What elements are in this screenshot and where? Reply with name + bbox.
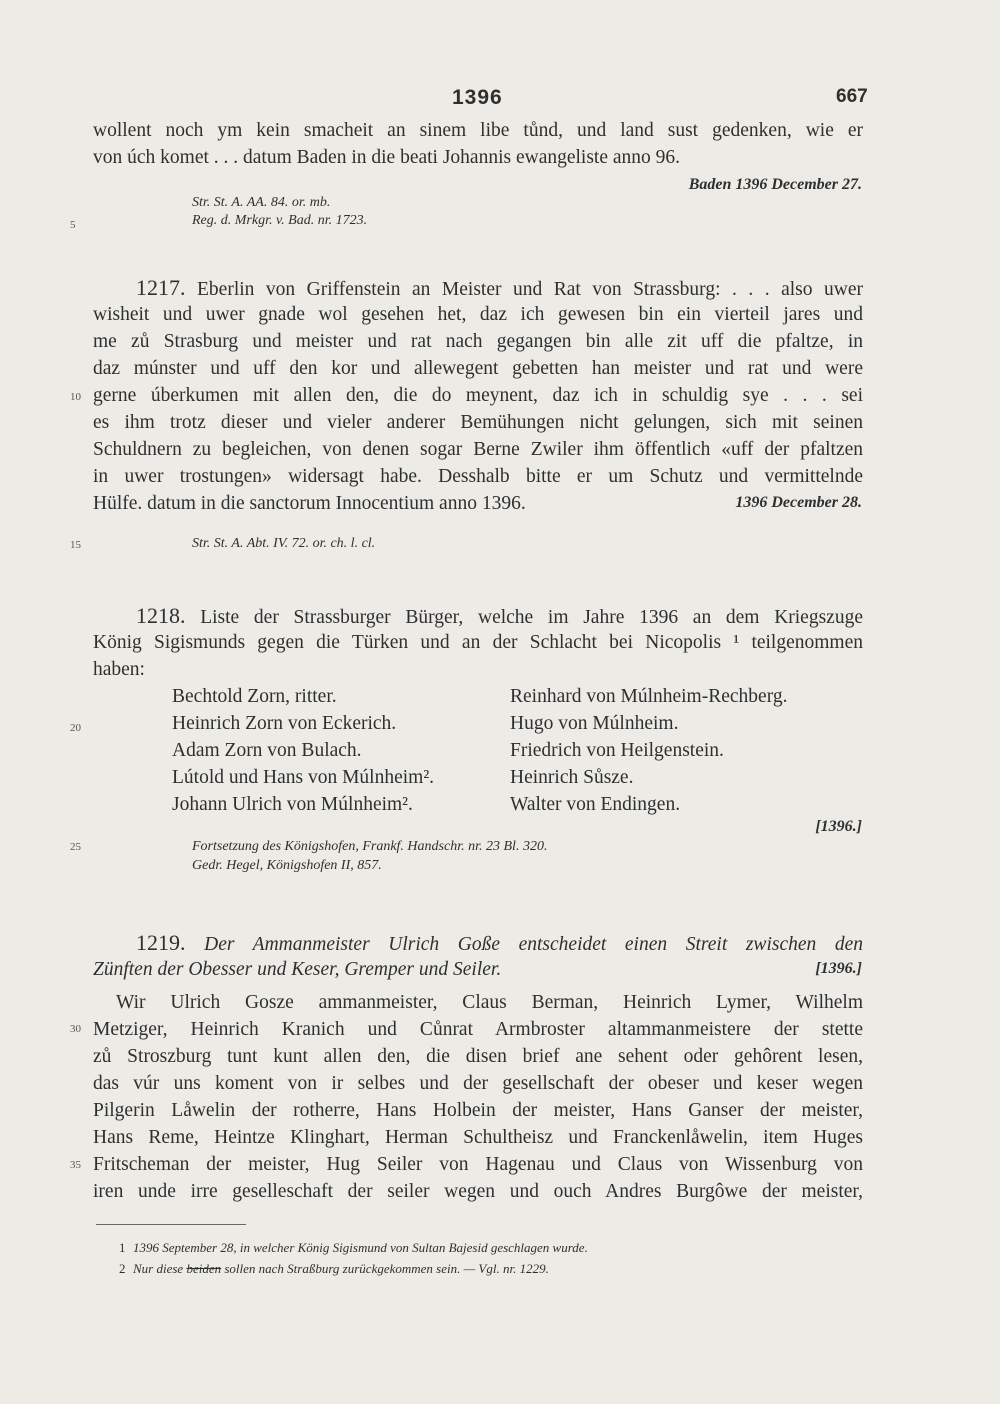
running-header-year: 1396	[452, 86, 503, 109]
entry-text-line: wisheit und uwer gnade wol gesehen het, daz ich gewesen bin ein vierteil jares und	[93, 304, 863, 325]
line-number: 10	[70, 391, 81, 403]
line-number: 15	[70, 539, 81, 551]
line-number: 25	[70, 841, 81, 853]
name-list-item: Hugo von Múlnheim.	[510, 713, 679, 734]
source-citation: Fortsetzung des Königshofen, Frankf. Handschr. nr. 23 Bl. 320.	[192, 839, 548, 854]
line-number: 5	[70, 219, 76, 231]
entry-text-line: Wir Ulrich Gosze ammanmeister, Claus Berman, Heinrich Lymer, Wilhelm	[116, 992, 863, 1013]
name-list-item: Johann Ulrich von Múlnheim².	[172, 794, 413, 815]
source-citation: Gedr. Hegel, Königshofen II, 857.	[192, 858, 382, 873]
name-list-item: Adam Zorn von Bulach.	[172, 740, 362, 761]
entry-text-line: Hans Reme, Heintze Klinghart, Herman Schultheisz und Franckenlåwelin, item Huges	[93, 1127, 863, 1148]
entry-text-line: daz múnster und uff den kor und allewegent gebetten han meister und rat und were	[93, 358, 863, 379]
line-number: 35	[70, 1159, 81, 1171]
entry-text-line: Metziger, Heinrich Kranich und Cůnrat Armbroster altammanmeistere der stette	[93, 1019, 863, 1040]
entry-text-line: Fritscheman der meister, Hug Seiler von Hagenau und Claus von Wissenburg von	[93, 1154, 863, 1175]
name-list-item: Bechtold Zorn, ritter.	[172, 686, 337, 707]
entry-text-line: König Sigismunds gegen die Türken und an der Schlacht bei Nicopolis ¹ teilgenommen	[93, 632, 863, 653]
document-date: 1396 December 28.	[735, 494, 862, 511]
footnote-2: 2 Nur diese beiden sollen nach Straßburg zurückgekommen sein. — Vgl. nr. 1229.	[119, 1261, 549, 1276]
entry-text-line: 1217. Eberlin von Griffenstein an Meister und Rat von Strassburg: . . . also uwer	[136, 275, 864, 300]
document-date: [1396.]	[815, 818, 862, 835]
name-list-item: Heinrich Zorn von Eckerich.	[172, 713, 397, 734]
source-citation: Str. St. A. Abt. IV. 72. or. ch. l. cl.	[192, 536, 376, 551]
entry-text-line: Hülfe. datum in die sanctorum Innocentium anno 1396.	[93, 493, 526, 514]
name-list-item: Reinhard von Múlnheim-Rechberg.	[510, 686, 788, 707]
name-list-item: Heinrich Sůsze.	[510, 767, 634, 788]
entry-text-line: iren unde irre geselleschaft der seiler wegen und ouch Andres Burgôwe der meister,	[93, 1181, 863, 1202]
line-number: 30	[70, 1023, 81, 1035]
entry-number: 1217.	[136, 275, 186, 300]
name-list-item: Walter von Endingen.	[510, 794, 681, 815]
entry-text-line: gerne úberkumen mit allen den, die do meynent, daz ich in schuldig sye . . . sei	[93, 385, 863, 406]
text-line: wollent noch ym kein smacheit an sinem libe tůnd, und land sust gedenken, wie er	[93, 120, 863, 141]
page-number: 667	[836, 86, 868, 107]
entry-text-line: es ihm trotz dieser und vieler anderer Bemühungen nicht gelungen, sich mit seinen	[93, 412, 863, 433]
document-date: [1396.]	[815, 960, 862, 977]
entry-text-line: 1218. Liste der Strassburger Bürger, welche im Jahre 1396 an dem Kriegszuge	[136, 603, 863, 628]
text-line: von úch komet . . . datum Baden in die beati Johannis ewangeliste anno 96.	[93, 147, 681, 168]
name-list-item: Friedrich von Heilgenstein.	[510, 740, 724, 761]
source-citation: Str. St. A. AA. 84. or. mb.	[192, 195, 331, 210]
entry-number: 1218.	[136, 603, 186, 628]
footnote-rule	[96, 1224, 246, 1225]
document-date: Baden 1396 December 27.	[688, 176, 862, 193]
entry-heading-line	[136, 930, 863, 958]
footnote-1: 1 1396 September 28, in welcher König Sigismund von Sultan Bajesid geschlagen wurde.	[119, 1240, 588, 1255]
entry-title: Der Ammanmeister Ulrich Goße entscheidet einen Streit zwischen den	[204, 934, 864, 955]
entry-title: Zünften der Obesser und Keser, Gremper und Seiler.	[93, 959, 502, 980]
entry-text-line: das vúr uns koment von ir selbes und der gesellschaft der obeser und keser wegen	[93, 1073, 863, 1094]
entry-text-line: Pilgerin Låwelin der rotherre, Hans Holbein der meister, Hans Ganser der meister,	[93, 1100, 863, 1121]
entry-number: 1219.	[136, 930, 186, 955]
entry-text-line: in uwer trostungen» widersagt habe. Desshalb bitte er um Schutz und vermittelnde	[93, 466, 863, 487]
source-citation: Reg. d. Mrkgr. v. Bad. nr. 1723.	[192, 213, 368, 228]
entry-text-line: haben:	[93, 659, 145, 680]
entry-text-line: me zů Strasburg und meister und rat nach gegangen bin alle zit uff die pfaltze, in	[93, 331, 863, 352]
entry-text-line: zů Stroszburg tunt kunt allen den, die disen brief ane sehent oder gehôrent lesen,	[93, 1046, 863, 1067]
entry-text-line: Schuldnern zu begleichen, von denen sogar Berne Zwiler ihm öffentlich «uff der pfaltzen	[93, 439, 863, 460]
line-number: 20	[70, 722, 81, 734]
name-list-item: Lútold und Hans von Múlnheim².	[172, 767, 435, 788]
